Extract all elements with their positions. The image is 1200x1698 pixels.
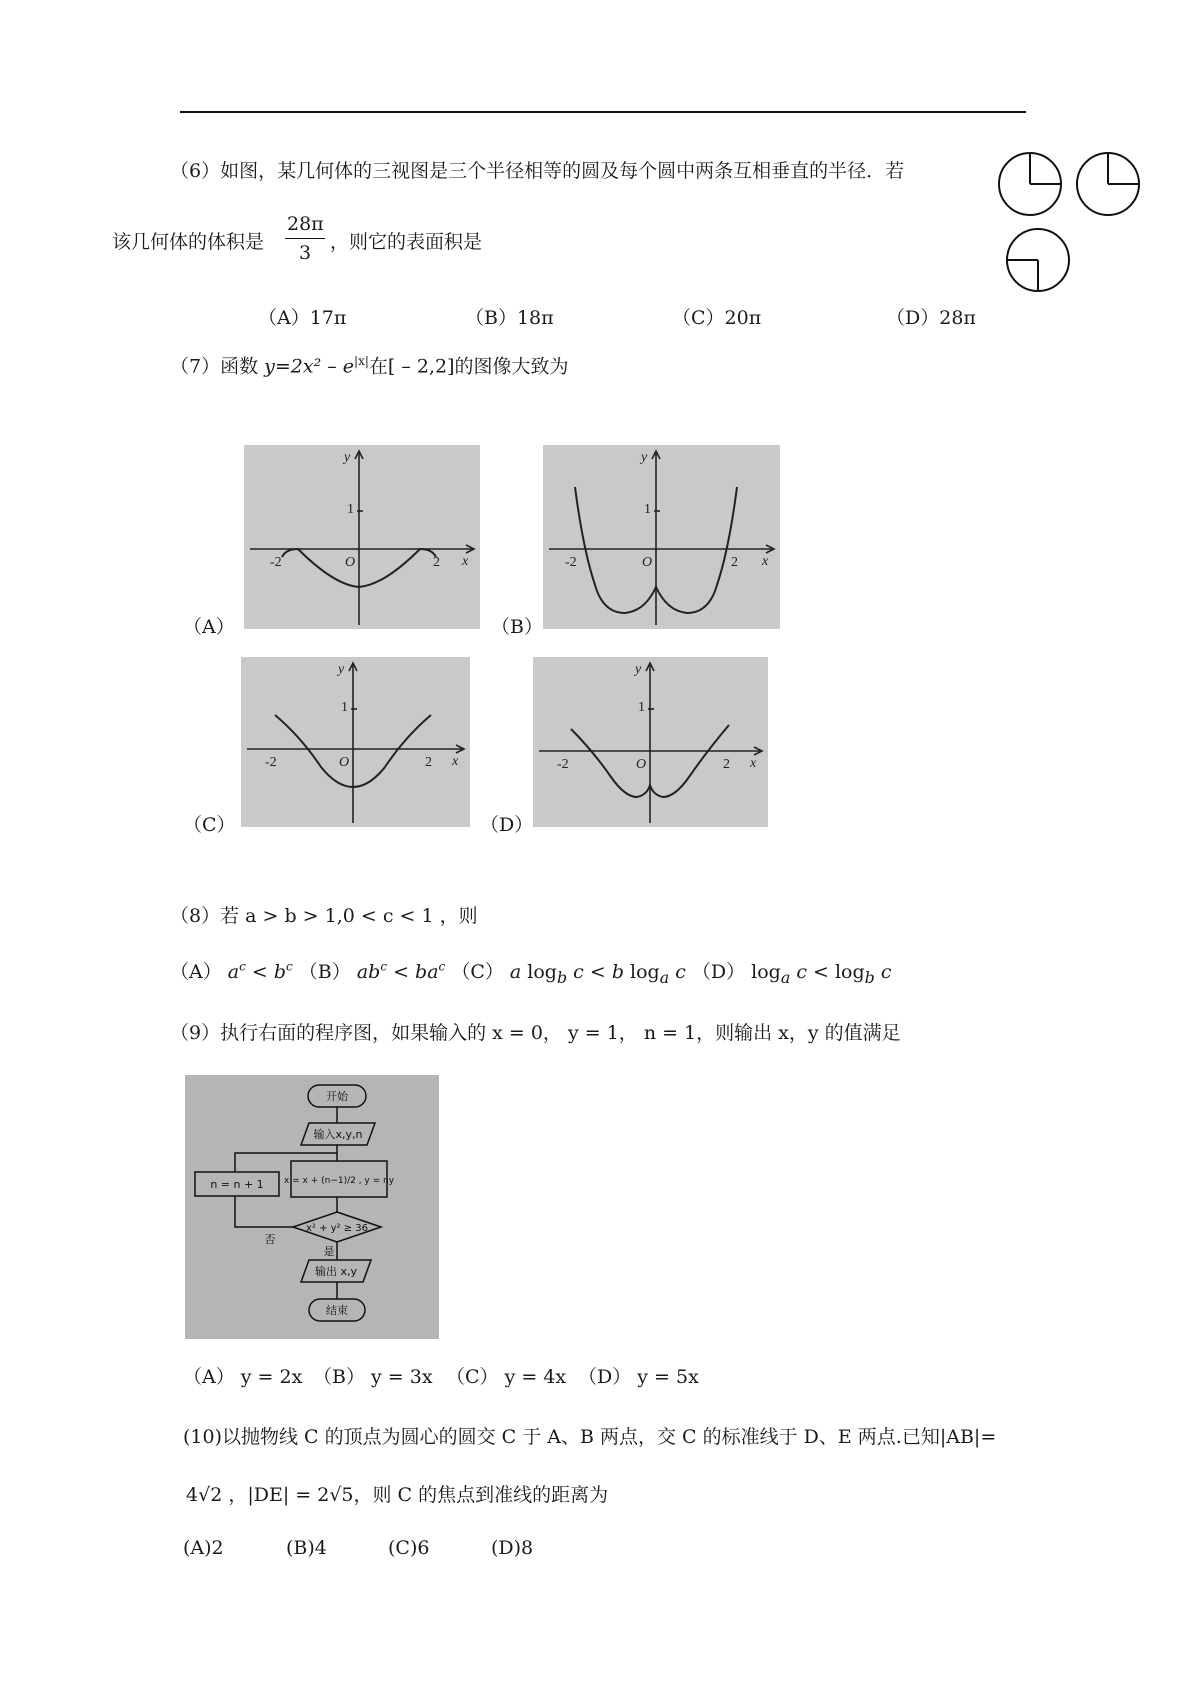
q9-option-b: （B） y = 3x — [313, 1366, 433, 1388]
axis-y-label: y — [641, 450, 648, 465]
flowchart — [185, 1075, 439, 1339]
flow-assign: x = x + (n−1)/2 , y = ny — [283, 1176, 395, 1186]
graph-b — [543, 445, 780, 629]
q9-stem: （9）执行右面的程序图，如果输入的 x = 0， y = 1， n = 1，则输出 x，y 的值满足 — [170, 1022, 901, 1044]
q6-line2-before: 该几何体的体积是 — [112, 231, 265, 253]
q9-option-a: （A） y = 2x — [183, 1366, 303, 1388]
axis-y-label: y — [635, 662, 642, 677]
axis-tick-1: 1 — [644, 502, 651, 517]
fraction-numerator: 28π — [287, 213, 324, 235]
q9-option-d: （D） y = 5x — [578, 1366, 699, 1388]
graph-d-label: （D） — [480, 814, 534, 836]
q7-stem: （7）函数 $y=2x^2 - e^{|x|}$在[ – 2,2]的图像大致为 — [170, 354, 569, 378]
q10-option-a: (A)2 — [183, 1537, 224, 1559]
q8-stem: （8）若 a > b > 1,0 < c < 1 ，则 — [170, 905, 478, 927]
q6-option-d: （D）28π — [886, 307, 976, 329]
axis-y-label: y — [338, 662, 345, 677]
q10-option-c: (C)6 — [388, 1537, 430, 1559]
fraction-bar — [285, 238, 325, 239]
q6-option-b: （B）18π — [465, 307, 554, 329]
fraction-denominator: 3 — [298, 242, 312, 264]
axis-tick-1: 1 — [347, 502, 354, 517]
axis-origin: O — [636, 757, 647, 772]
axis-origin: O — [339, 755, 350, 770]
axis-tick-2: 2 — [433, 555, 440, 570]
flow-update-n: n = n + 1 — [210, 1178, 264, 1191]
graph-d — [533, 657, 768, 827]
q6-volume-fraction — [285, 213, 325, 264]
flow-output: 输出 x,y — [314, 1265, 358, 1278]
axis-tick-neg2: -2 — [565, 555, 577, 570]
axis-tick-neg2: -2 — [270, 555, 282, 570]
graph-c — [241, 657, 470, 827]
axis-x-label: x — [750, 756, 757, 771]
q6-line2-after: ，则它的表面积是 — [330, 231, 483, 253]
axis-tick-1: 1 — [341, 700, 348, 715]
q6-option-c: （C）20π — [672, 307, 762, 329]
q10-option-b: (B)4 — [286, 1537, 327, 1559]
q9-option-c: （C） y = 4x — [446, 1366, 567, 1388]
q10-option-d: (D)8 — [491, 1537, 534, 1559]
axis-tick-1: 1 — [638, 700, 645, 715]
flow-start: 开始 — [326, 1090, 348, 1103]
three-view-figure — [998, 150, 1148, 296]
header-rule — [180, 111, 1026, 113]
axis-x-label: x — [452, 754, 459, 769]
axis-tick-neg2: -2 — [265, 755, 277, 770]
axis-tick-2: 2 — [425, 755, 432, 770]
flow-end: 结束 — [326, 1304, 348, 1317]
flow-no-label: 否 — [264, 1233, 276, 1246]
q6-line1: （6）如图，某几何体的三视图是三个半径相等的圆及每个圆中两条互相垂直的半径．若 — [170, 160, 905, 182]
q10-line2: 4√2 ，|DE| = 2√5，则 C 的焦点到准线的距离为 — [186, 1484, 609, 1506]
q10-line1: (10)以抛物线 C 的顶点为圆心的圆交 C 于 A、B 两点，交 C 的标准线于 D、E 两点.已知|AB|= — [183, 1426, 997, 1448]
axis-tick-neg2: -2 — [557, 757, 569, 772]
flowchart-diagram — [185, 1075, 439, 1339]
flow-input: 输入x,y,n — [313, 1128, 363, 1141]
q6-option-a: （A）17π — [258, 307, 347, 329]
axis-y-label: y — [344, 450, 351, 465]
graph-a — [244, 445, 480, 629]
axis-tick-2: 2 — [723, 757, 730, 772]
axis-origin: O — [642, 555, 653, 570]
flow-yes-label: 是 — [323, 1245, 335, 1258]
axis-x-label: x — [762, 554, 769, 569]
axis-origin: O — [345, 555, 356, 570]
graph-b-label: （B） — [491, 616, 543, 638]
q8-options: （A） $a^c < b^c$ （B） $ab^c < ba^c$ （C） a $\log_b c < b$ $\log_a c$ （D） $\log_a c < \log_b c$ — [170, 959, 892, 987]
axis-tick-2: 2 — [731, 555, 738, 570]
axis-x-label: x — [462, 554, 469, 569]
flow-condition: x² + y² ≥ 36 — [305, 1223, 369, 1234]
graph-a-label: （A） — [183, 616, 235, 638]
graph-c-label: （C） — [183, 814, 236, 836]
